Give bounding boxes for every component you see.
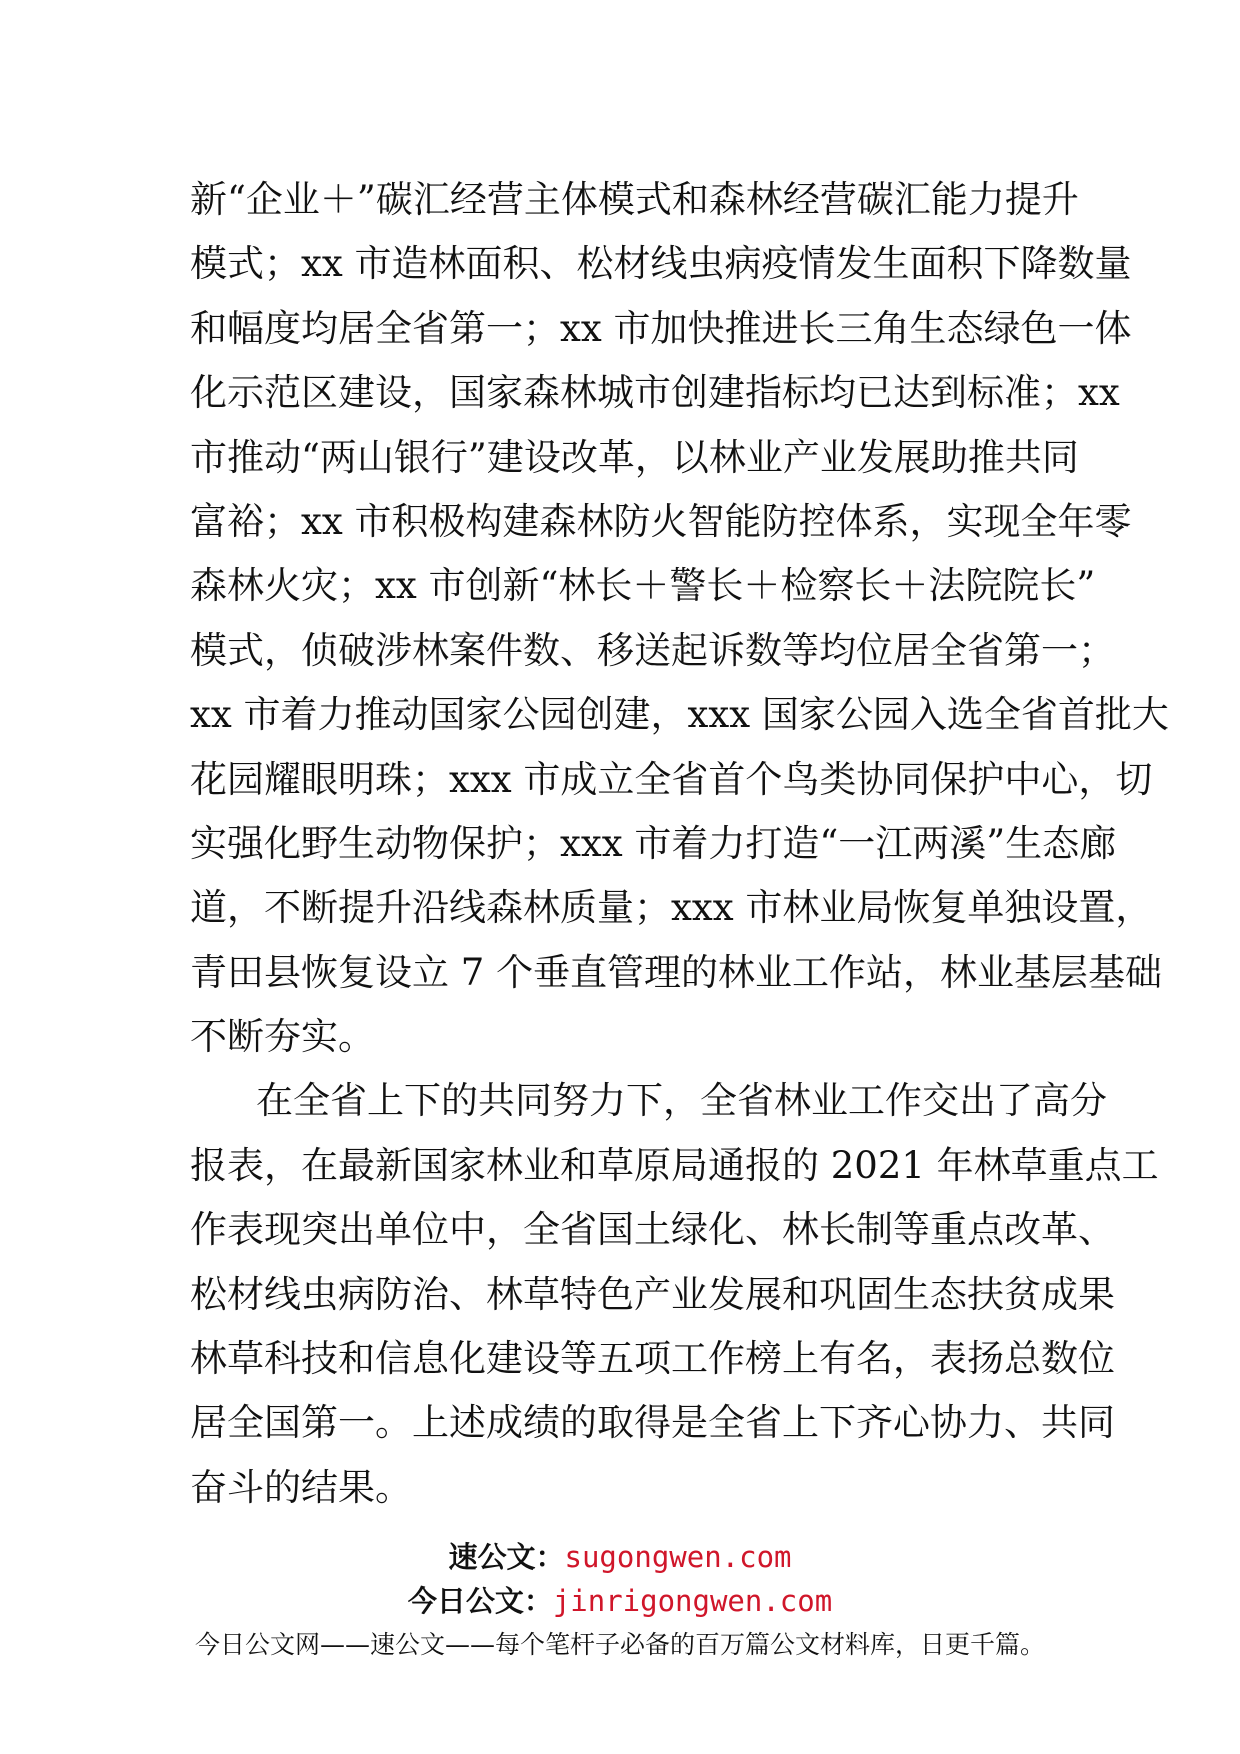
text-line: 森林火灾；xx 市创新“林长＋警长＋检察长＋法院院长” bbox=[190, 564, 1096, 608]
text-line: 化示范区建设，国家森林城市创建指标均已达到标准；xx bbox=[190, 371, 1120, 415]
text-line: 和幅度均居全省第一；xx 市加快推进长三角生态绿色一体 bbox=[190, 306, 1132, 350]
text-line: 居全国第一。上述成绩的取得是全省上下齐心协力、共同 bbox=[190, 1401, 1115, 1445]
footer-site2 bbox=[0, 1579, 1240, 1620]
text-line: 不断夯实。 bbox=[190, 1015, 375, 1059]
text-line: 富裕；xx 市积极构建森林防火智能防控体系，实现全年零 bbox=[190, 499, 1132, 543]
text-line: 新“企业＋”碳汇经营主体模式和森林经营碳汇能力提升 bbox=[190, 178, 1079, 221]
footer-site1 bbox=[0, 1535, 1240, 1576]
text-line: 模式；xx 市造林面积、松材线虫病疫情发生面积下降数量 bbox=[190, 242, 1132, 286]
footer-tagline: 今日公文网——速公文——每个笔杆子必备的百万篇公文材料库，日更千篇。 bbox=[194, 1630, 1045, 1659]
text-line: 模式，侦破涉林案件数、移送起诉数等均位居全省第一； bbox=[190, 628, 1115, 672]
body-text bbox=[190, 168, 1169, 1520]
text-line: 松材线虫病防治、林草特色产业发展和巩固生态扶贫成果 bbox=[190, 1272, 1115, 1316]
text-line: 林草科技和信息化建设等五项工作榜上有名，表扬总数位 bbox=[190, 1337, 1115, 1381]
text-line: 市推动“两山银行”建设改革，以林业产业发展助推共同 bbox=[190, 435, 1079, 479]
text-line: 花园耀眼明珠；xxx 市成立全省首个鸟类协同保护中心，切 bbox=[190, 757, 1153, 801]
paragraph-1 bbox=[190, 168, 1169, 1069]
text-line: 青田县恢复设立 7 个垂直管理的林业工作站，林业基层基础 bbox=[190, 950, 1163, 994]
text-line: 道，不断提升沿线森林质量；xxx 市林业局恢复单独设置， bbox=[190, 886, 1153, 930]
footer-site2-link[interactable]: jinrigongwen.com bbox=[552, 1584, 833, 1618]
text-line: 奋斗的结果。 bbox=[190, 1465, 412, 1509]
footer-site1-label: 速公文： bbox=[448, 1540, 565, 1574]
footer-site2-label: 今日公文： bbox=[407, 1584, 553, 1618]
text-line: 报表，在最新国家林业和草原局通报的 2021 年林草重点工 bbox=[190, 1143, 1159, 1187]
text-line: 作表现突出单位中，全省国土绿化、林长制等重点改革、 bbox=[190, 1208, 1115, 1252]
footer-site1-link[interactable]: sugongwen.com bbox=[564, 1540, 792, 1574]
text-line: 实强化野生动物保护；xxx 市着力打造“一江两溪”生态廊 bbox=[190, 821, 1117, 865]
paragraph-2 bbox=[190, 1069, 1159, 1520]
text-line: xx 市着力推动国家公园创建，xxx 国家公园入选全省首批大 bbox=[190, 693, 1169, 737]
text-line: 在全省上下的共同努力下，全省林业工作交出了高分 bbox=[256, 1079, 1107, 1123]
